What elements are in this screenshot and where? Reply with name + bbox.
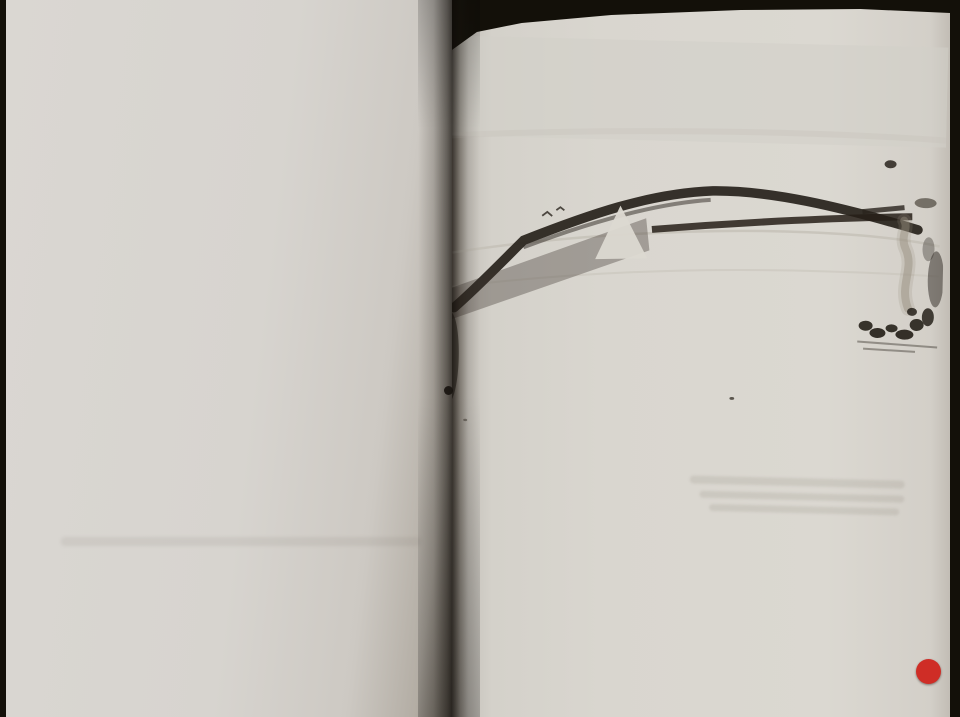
hill-ridge — [454, 150, 938, 320]
right-page-content — [452, 0, 950, 717]
watermark-pl-badge — [916, 659, 941, 684]
right-page — [452, 0, 950, 717]
spine-mark — [444, 386, 453, 395]
left-page — [6, 0, 452, 717]
campfire-group — [857, 220, 945, 353]
temple-illustration — [452, 6, 949, 456]
left-page-text — [36, 6, 452, 29]
show-through-smudge — [699, 491, 904, 503]
birds — [542, 207, 564, 217]
show-through-smudge — [61, 537, 421, 546]
sky — [452, 36, 948, 300]
show-through-smudge — [709, 504, 899, 516]
show-through-smudge — [690, 475, 905, 488]
foreground-specks — [463, 391, 734, 428]
gutter-ink — [452, 311, 460, 403]
